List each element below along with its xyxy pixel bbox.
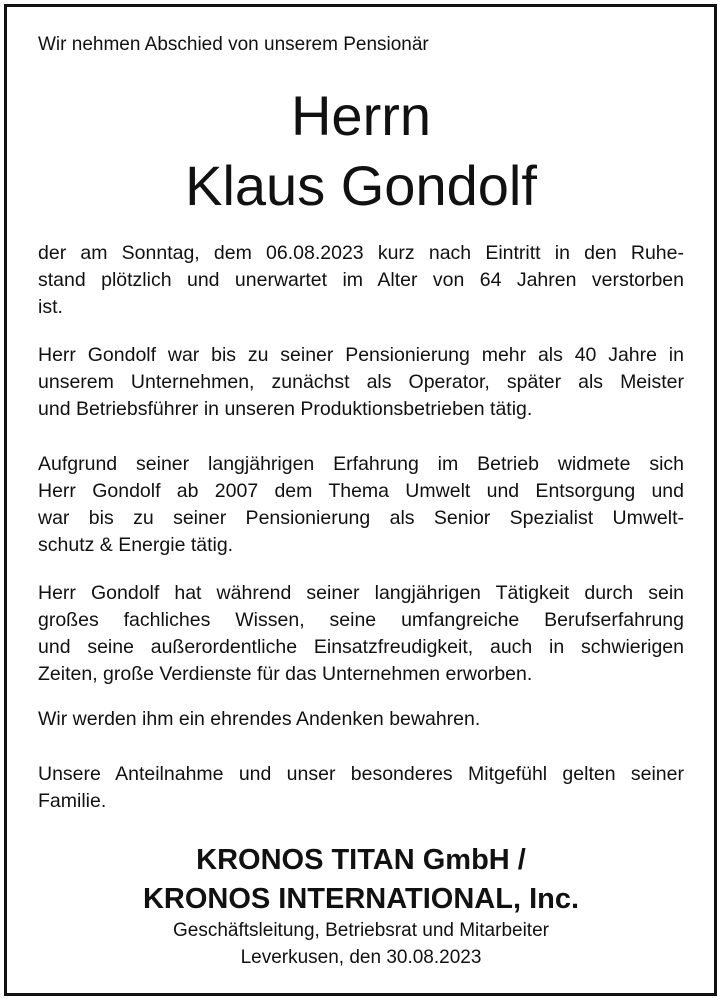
place-date: Leverkusen, den 30.08.2023 bbox=[240, 947, 482, 968]
text-line: Herr Gondolf war bis zu seiner Pensionierung mehr als 40 Jahre in bbox=[38, 344, 684, 366]
paragraph-merits bbox=[38, 580, 684, 688]
paragraph-career bbox=[38, 342, 684, 423]
intro-text: Wir nehmen Abschied von unserem Pensionär bbox=[38, 34, 429, 55]
text-line: Aufgrund seiner langjährigen Erfahrung im Betrieb widmete sich bbox=[38, 453, 684, 475]
text-line: schutz & Energie tätig. bbox=[38, 534, 234, 556]
text-line: Zeiten, große Verdienste für das Unternehmen erworben. bbox=[38, 663, 533, 685]
text-line: und Betriebsführer in unseren Produktionsbetrieben tätig. bbox=[38, 398, 533, 420]
text-line: Herr Gondolf ab 2007 dem Thema Umwelt und Entsorgung und bbox=[38, 480, 684, 502]
text-line: war bis zu seiner Pensionierung als Senior Spezialist Umwelt- bbox=[38, 507, 684, 529]
company-name-line1: KRONOS TITAN GmbH / bbox=[196, 844, 526, 876]
paragraph-environment-role bbox=[38, 451, 684, 559]
text-line: und seine außerordentliche Einsatzfreudigkeit, auch in schwierigen bbox=[38, 636, 684, 658]
company-name-line2: KRONOS INTERNATIONAL, Inc. bbox=[142, 883, 580, 915]
signatories: Geschäftsleitung, Betriebsrat und Mitarbeiter bbox=[173, 920, 549, 941]
deceased-name: Klaus Gondolf bbox=[185, 154, 537, 217]
text-line: Herr Gondolf hat während seiner langjährigen Tätigkeit durch sein bbox=[38, 582, 684, 604]
text-line: unserem Unternehmen, zunächst als Operator, später als Meister bbox=[38, 371, 684, 393]
text-line: Familie. bbox=[38, 790, 107, 812]
text-line: großes fachliches Wissen, seine umfangreiche Berufserfahrung bbox=[38, 609, 684, 631]
paragraph-death-notice bbox=[38, 240, 684, 321]
text-line: Unsere Anteilnahme und unser besonderes Mitgefühl gelten seiner bbox=[38, 763, 684, 785]
text-line: ist. bbox=[38, 296, 63, 318]
paragraph-remembrance bbox=[38, 706, 684, 733]
paragraph-condolence bbox=[38, 761, 684, 815]
text-line: stand plötzlich und unerwartet im Alter von 64 Jahren verstorben bbox=[38, 269, 684, 291]
text-line: Wir werden ihm ein ehrendes Andenken bewahren. bbox=[38, 708, 481, 730]
text-line: der am Sonntag, dem 06.08.2023 kurz nach Eintritt in den Ruhe- bbox=[38, 242, 684, 264]
salutation: Herrn bbox=[290, 84, 432, 147]
